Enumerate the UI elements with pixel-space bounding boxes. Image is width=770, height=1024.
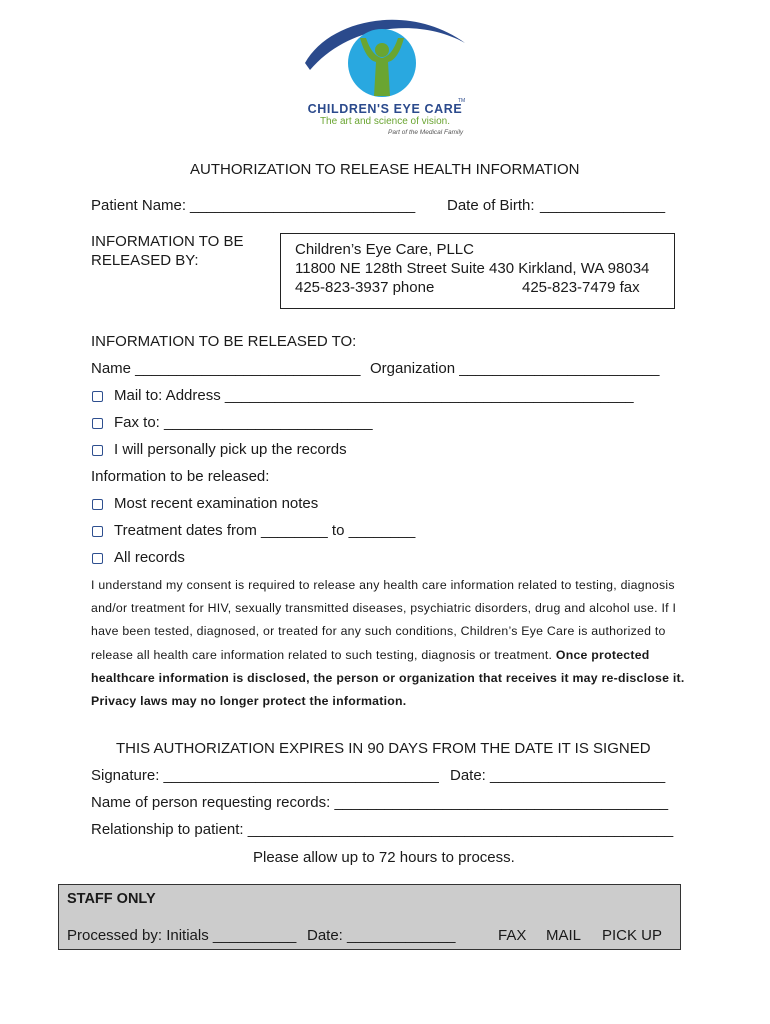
logo-trademark: TM — [458, 98, 466, 104]
treatment-dates-checkbox[interactable] — [92, 526, 103, 537]
consent-line-4-bold: Once protected — [555, 648, 650, 662]
provider-name: Children’s Eye Care, PLLC — [295, 241, 474, 258]
staff-mail-option[interactable]: MAIL — [546, 927, 582, 944]
consent-line-6: Privacy laws may no longer protect the information. — [91, 694, 407, 708]
staff-only-title: STAFF ONLY — [67, 891, 156, 907]
dob-field[interactable]: _______________ — [540, 197, 666, 214]
consent-line-4-text: release all health care information related to such testing, diagnosis or treatment. — [91, 648, 553, 662]
consent-line-5: healthcare information is disclosed, the person or organization that receives it may re-disclose it. — [91, 671, 685, 685]
provider-fax: 425-823-7479 fax — [522, 279, 640, 296]
processed-by-field[interactable]: Processed by: Initials __________ — [67, 927, 297, 944]
fax-to-field[interactable]: Fax to: _________________________ — [114, 414, 373, 431]
logo-subline: Part of the Medical Family — [388, 129, 464, 136]
released-by-label-2: RELEASED BY: — [91, 252, 199, 269]
mail-to-field[interactable]: Mail to: Address _________________________________________________ — [114, 387, 634, 404]
fax-to-checkbox[interactable] — [92, 418, 103, 429]
dob-label: Date of Birth: — [447, 197, 535, 214]
expires-notice: THIS AUTHORIZATION EXPIRES IN 90 DAYS FROM THE DATE IT IS SIGNED — [116, 740, 651, 757]
staff-fax-option[interactable]: FAX — [498, 927, 527, 944]
pickup-label: I will personally pick up the records — [114, 441, 347, 458]
staff-date-field[interactable]: Date: _____________ — [307, 927, 456, 944]
patient-name-label: Patient Name: — [91, 197, 187, 214]
all-records-checkbox[interactable] — [92, 553, 103, 564]
relationship-field[interactable]: Relationship to patient: ___________________________________________________ — [91, 821, 674, 838]
staff-only-box — [58, 884, 681, 950]
consent-line-3: have been tested, diagnosed, or treated for any such conditions, Children’s Eye Care is authorized to — [91, 624, 666, 638]
requester-name-field[interactable]: Name of person requesting records: ________________________________________ — [91, 794, 669, 811]
form-title: AUTHORIZATION TO RELEASE HEALTH INFORMATION — [190, 161, 580, 178]
recent-exam-checkbox[interactable] — [92, 499, 103, 510]
released-by-label-1: INFORMATION TO BE — [91, 233, 244, 250]
logo — [300, 8, 470, 138]
all-records-label: All records — [114, 549, 185, 566]
patient-name-field[interactable]: ___________________________ — [190, 197, 416, 214]
signature-field[interactable]: Signature: _________________________________ — [91, 767, 439, 784]
staff-pickup-option[interactable]: PICK UP — [602, 927, 663, 944]
recipient-organization-field[interactable]: Organization ________________________ — [370, 360, 660, 377]
consent-line-1: I understand my consent is required to release any health care information related to testing, diagnosis — [91, 578, 675, 592]
recent-exam-label: Most recent examination notes — [114, 495, 319, 512]
logo-tagline: The art and science of vision. — [319, 116, 451, 127]
released-to-heading: INFORMATION TO BE RELEASED TO: — [91, 333, 357, 350]
logo-name: CHILDREN'S EYE CARE — [307, 102, 463, 116]
treatment-dates-field[interactable]: Treatment dates from ________ to ________ — [114, 522, 416, 539]
mail-to-checkbox[interactable] — [92, 391, 103, 402]
processing-note: Please allow up to 72 hours to process. — [253, 849, 515, 866]
pickup-checkbox[interactable] — [92, 445, 103, 456]
provider-box — [280, 233, 675, 309]
consent-line-2: and/or treatment for HIV, sexually transmitted diseases, psychiatric disorders, drug and alcohol use. If I — [91, 601, 677, 615]
provider-phone: 425-823-3937 phone — [295, 279, 435, 296]
signature-date-field[interactable]: Date: _____________________ — [450, 767, 666, 784]
eye-child-logo-icon — [300, 8, 470, 103]
consent-line-4 — [91, 648, 691, 662]
recipient-name-field[interactable]: Name ___________________________ — [91, 360, 361, 377]
info-released-heading: Information to be released: — [91, 468, 270, 485]
provider-address: 11800 NE 128th Street Suite 430 Kirkland, WA 98034 — [295, 260, 650, 277]
